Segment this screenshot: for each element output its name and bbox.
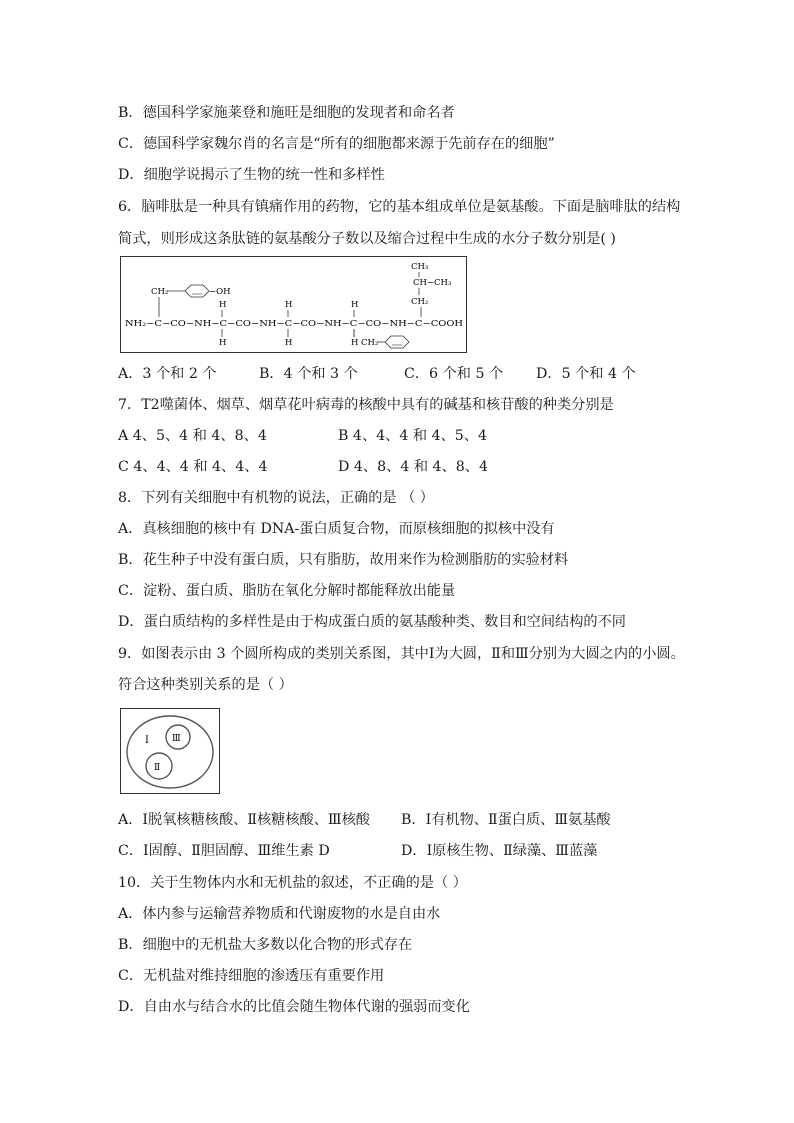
q6-option-b: B．4 个和 3 个 xyxy=(259,366,358,382)
q10-option-b: B．细胞中的无机盐大多数以化合物的形式存在 xyxy=(118,937,413,953)
q5-option-d: D．细胞学说揭示了生物的统一性和多样性 xyxy=(118,167,385,183)
q8-option-c: C．淀粉、蛋白质、脂肪在氧化分解时都能释放出能量 xyxy=(118,583,456,599)
h-label-1: H xyxy=(219,300,227,310)
q5-option-b: B．德国科学家施莱登和施旺是细胞的发现者和命名者 xyxy=(118,105,455,121)
q5-option-c: C．德国科学家魏尔肖的名言是“所有的细胞都来源于先前存在的细胞” xyxy=(118,136,555,152)
ch3-top-label: CH₃ xyxy=(411,262,429,272)
q10-stem: 10．关于生物体内水和无机盐的叙述，不正确的是（ ） xyxy=(118,875,467,891)
q9-option-d: D．Ⅰ原核生物、Ⅱ绿藻、Ⅲ蓝藻 xyxy=(401,843,598,859)
q8-option-b: B．花生种子中没有蛋白质，只有脂肪，故用来作为检测脂肪的实验材料 xyxy=(118,552,569,568)
q9-option-a: A．Ⅰ脱氧核糖核酸、Ⅱ核糖核酸、Ⅲ核酸 xyxy=(118,812,370,828)
h-label-4: H xyxy=(219,338,227,348)
q6-stem-line2: 简式，则形成这条肽链的氨基酸分子数以及缩合过程中生成的水分子数分别是( ) xyxy=(118,231,616,247)
enkephalin-structure-figure xyxy=(120,256,467,353)
q7-stem: 7．T2噬菌体、烟草、烟草花叶病毒的核酸中具有的碱基和核苷酸的种类分别是 xyxy=(118,397,614,413)
ch2-right-label: CH₂ xyxy=(411,297,429,307)
circle-big xyxy=(127,716,213,788)
q7-option-d: D 4、8、4 和 4、8、4 xyxy=(338,459,489,475)
ch2-left-label: CH₂ xyxy=(151,287,169,297)
h-label-6: H xyxy=(351,338,359,348)
q10-option-a: A．体内参与运输营养物质和代谢废物的水是自由水 xyxy=(118,906,441,922)
h-label-5: H xyxy=(285,338,293,348)
q6-option-d: D．5 个和 4 个 xyxy=(536,366,636,382)
venn-svg xyxy=(121,709,219,793)
ch2-bottom-label: CH₂ xyxy=(361,338,379,348)
benzene-ring-top xyxy=(185,285,209,297)
venn-diagram-figure xyxy=(120,708,220,794)
q7-option-a: A 4、5、4 和 4、8、4 xyxy=(118,428,267,444)
q6-stem-line1: 6．脑啡肽是一种具有镇痛作用的药物，它的基本组成单位是氨基酸。下面是脑啡肽的结构 xyxy=(118,199,681,215)
q7-option-c: C 4、4、4 和 4、4、4 xyxy=(118,459,268,475)
q6-option-a: A．3 个和 2 个 xyxy=(118,366,217,382)
q9-option-c: C．Ⅰ固醇、Ⅱ胆固醇、Ⅲ维生素 D xyxy=(118,843,330,859)
label-3: Ⅲ xyxy=(172,734,181,744)
q7-option-b: B 4、4、4 和 4、5、4 xyxy=(338,428,488,444)
q9-option-b: B．Ⅰ有机物、Ⅱ蛋白质、Ⅲ氨基酸 xyxy=(401,812,611,828)
ch-ch3-label: CH−CH₃ xyxy=(413,278,452,288)
q8-stem: 8．下列有关细胞中有机物的说法，正确的是 （ ） xyxy=(118,490,434,506)
benzene-ring-bottom xyxy=(385,336,409,348)
oh-label: −OH xyxy=(209,287,231,297)
label-2: Ⅱ xyxy=(154,763,161,773)
structure-svg xyxy=(121,257,466,352)
q10-option-d: D．自由水与结合水的比值会随生物体代谢的强弱而变化 xyxy=(118,999,470,1015)
q8-option-a: A．真核细胞的核中有 DNA-蛋白质复合物，而原核细胞的拟核中没有 xyxy=(118,521,555,537)
q6-option-c: C．6 个和 5 个 xyxy=(404,366,504,382)
q10-option-c: C．无机盐对维持细胞的渗透压有重要作用 xyxy=(118,968,385,984)
h-label-3: H xyxy=(351,300,359,310)
label-big: Ⅰ xyxy=(145,735,149,746)
q8-option-d: D．蛋白质结构的多样性是由于构成蛋白质的氨基酸种类、数目和空间结构的不同 xyxy=(118,614,626,630)
h-label-2: H xyxy=(285,300,293,310)
q9-stem-line2: 符合这种类别关系的是（ ） xyxy=(118,677,293,693)
q9-stem-line1: 9．如图表示由 3 个圆所构成的类别关系图，其中Ⅰ为大圆，Ⅱ和Ⅲ分别为大圆之内的小圆。 xyxy=(118,646,685,662)
peptide-backbone: NH₂−C−CO−NH−C−CO−NH−C−CO−NH−C−CO−NH−C−COOH xyxy=(125,319,463,329)
